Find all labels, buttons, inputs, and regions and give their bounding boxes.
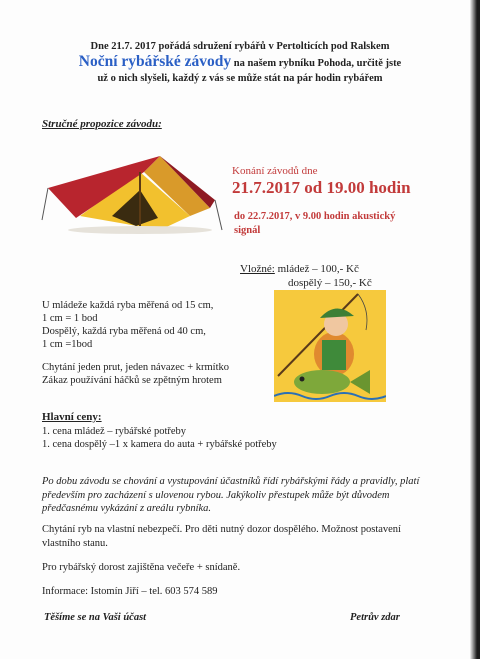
tent-illustration xyxy=(40,138,225,236)
conduct-paragraph: Po dobu závodu se chování a vystupování účastníků řídí rybářskými řády a pravidly, platí především pro zacházení s ulovenou rybou. Jakýkoliv přestupek může být důvodem předčasnému vykázání z areálu rybníka. xyxy=(42,476,420,514)
rule-line-3: Dospělý, každá ryba měřená od 40 cm, xyxy=(42,326,206,337)
intro-line-3: už o nich slyšeli, každý z vás se může stát na pár hodin rybářem xyxy=(97,73,383,84)
fees-youth: mládež – 100,- Kč xyxy=(277,263,359,275)
fees-youth-line xyxy=(240,262,372,276)
fish-body xyxy=(294,370,350,394)
fees-adults-line xyxy=(240,276,372,290)
intro-title-line xyxy=(40,54,440,72)
tent-rope-left xyxy=(42,188,48,220)
rule-line-2: 1 cm = 1 bod xyxy=(42,313,98,324)
rule-line-4: 1 cm =1bod xyxy=(42,339,93,350)
event-title: Noční rybářské závody xyxy=(78,53,232,70)
prizes-heading: Hlavní ceny: xyxy=(42,411,102,423)
intro-line-1: Dne 21.7. 2017 pořádá sdružení rybářů v Pertolticích pod Ralskem xyxy=(90,41,390,52)
intro-line-2: na našem rybníku Pohoda, určitě jste xyxy=(231,58,402,69)
risk-paragraph: Chytání ryb na vlastní nebezpečí. Pro děti nutný dozor dospělého. Možnost postavení vlastního stanu. xyxy=(42,524,401,549)
rules-block-2 xyxy=(42,361,229,387)
prizes-block xyxy=(42,425,277,451)
fees-label: Vložné: xyxy=(240,263,275,275)
fees-block xyxy=(240,262,372,290)
contact-paragraph: Informace: Istomín Jiří – tel. 603 574 589 xyxy=(42,586,218,597)
rule-line-1: U mládeže každá ryba měřená od 15 cm, xyxy=(42,300,214,311)
prize-youth: 1. cena mládež – rybářské potřeby xyxy=(42,426,187,437)
fisherman-illustration xyxy=(274,290,386,402)
event-end: do 22.7.2017, v 9.00 hodin akustický signál xyxy=(234,211,396,236)
event-date: 21.7.2017 od 19.00 hodin xyxy=(232,178,411,197)
rule-line-6: Zákaz používání háčků se zpětným hrotem xyxy=(42,375,222,386)
rule-line-5: Chytání jeden prut, jeden návazec + krmítko xyxy=(42,362,229,373)
fisherman-vest xyxy=(322,340,346,370)
intro-block xyxy=(40,40,440,86)
fees-adults: dospělý – 150,- Kč xyxy=(288,277,372,289)
rules-block xyxy=(42,299,213,351)
food-paragraph: Pro rybářský dorost zajištěna večeře + snídaně. xyxy=(42,562,241,573)
fish-eye xyxy=(300,377,305,382)
tent-rope-right xyxy=(215,200,222,230)
footer-greeting: Těšíme se na Vaši účast xyxy=(44,612,147,623)
footer-signoff: Petrův zdar xyxy=(350,612,400,623)
section-heading: Stručné propozice závodu: xyxy=(42,118,162,130)
prize-adults: 1. cena dospělý –1 x kamera do auta + rybářské potřeby xyxy=(42,439,277,450)
tent-ground-shadow xyxy=(68,226,212,234)
scan-edge-shadow xyxy=(470,0,480,659)
event-date-label: Konání závodů dne xyxy=(232,165,318,177)
